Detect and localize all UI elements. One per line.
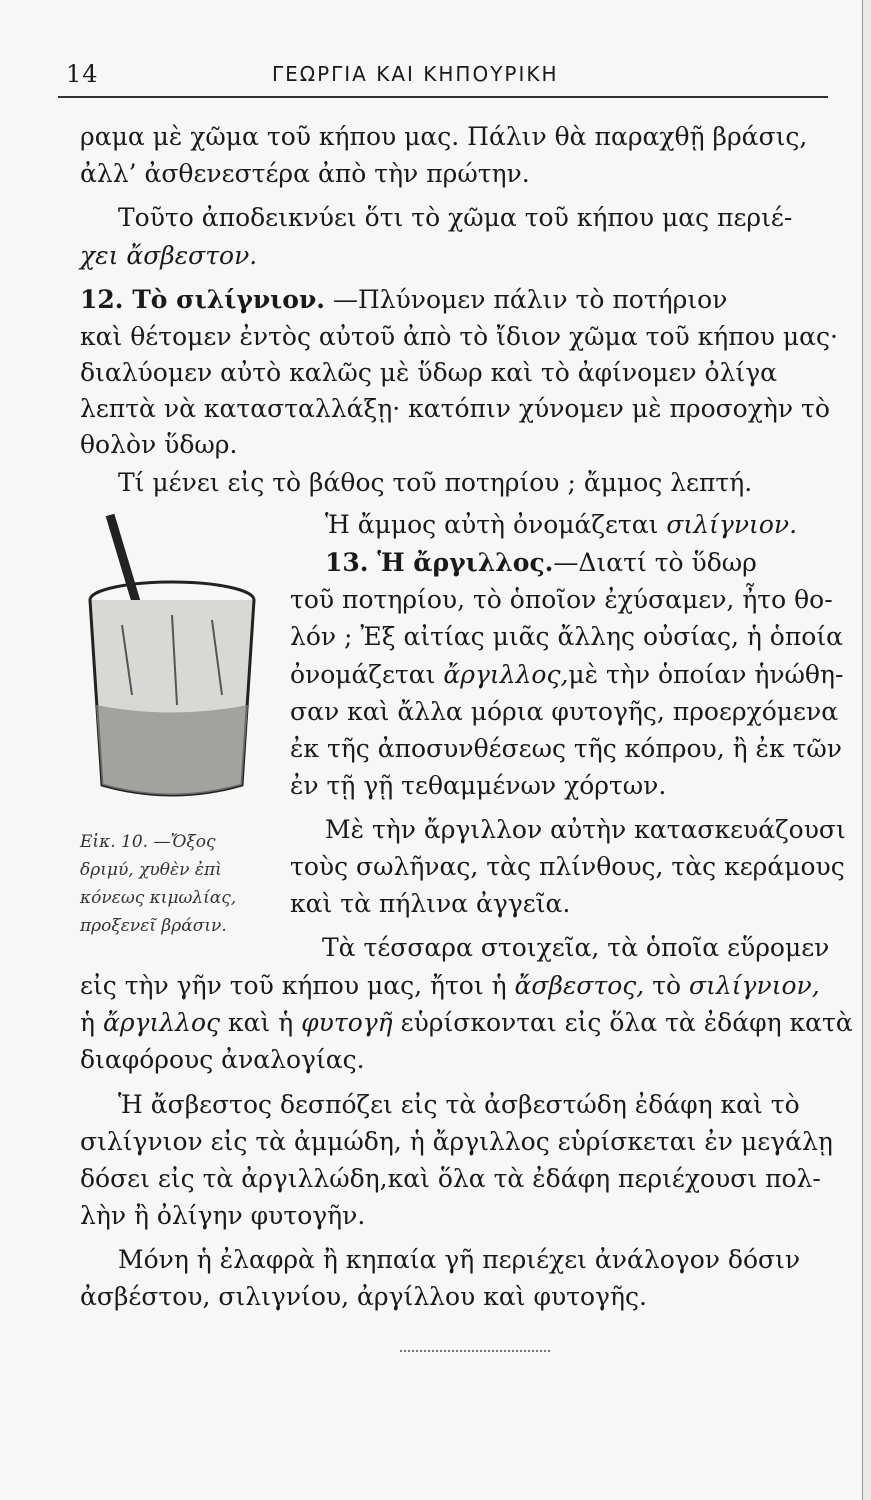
- text-fragment: ἡ: [80, 1008, 103, 1037]
- page-number: 14: [66, 60, 99, 88]
- end-dotted-rule: [400, 1350, 550, 1352]
- text-line: ραμα μὲ χῶμα τοῦ κήπου μας. Πάλιν θὰ παραχθῇ βράσις,: [80, 122, 808, 151]
- page-edge: [862, 0, 871, 1500]
- text-fragment: ἄργιλλος: [102, 1008, 221, 1037]
- text-line: λὴν ἢ ὀλίγην φυτογῆν.: [80, 1201, 366, 1230]
- text-line: ἐκ τῆς ἀποσυνθέσεως τῆς κόπρου, ἢ ἐκ τῶν: [290, 734, 842, 763]
- section-12-line: [80, 285, 840, 315]
- text-fragment: φυτογῆ: [301, 1008, 393, 1037]
- figure-caption-line: Εἰκ. 10. —Ὄξος: [80, 832, 216, 852]
- glass-drawing: [82, 505, 272, 835]
- text-fragment: —Πλύνομεν πάλιν τὸ ποτήριον: [325, 285, 728, 314]
- figure-caption-line: κόνεως κιμωλίας,: [80, 888, 237, 908]
- text-line: Ἡ ἄσβεστος δεσπόζει εἰς τὰ ἀσβεστώδη ἐδάφη καὶ τὸ: [118, 1090, 800, 1119]
- text-line: καὶ τὰ πήλινα ἀγγεῖα.: [290, 889, 571, 918]
- text-line: Τί μένει εἰς τὸ βάθος τοῦ ποτηρίου ; ἄμμος λεπτή.: [118, 468, 753, 497]
- text-line: δόσει εἰς τὰ ἀργιλλώδη,καὶ ὅλα τὰ ἐδάφη περιέχουσι πολ-: [80, 1164, 821, 1193]
- figure-caption-line: δριμύ, χυθὲν ἐπὶ: [80, 860, 222, 880]
- liquid-sediment: [96, 705, 248, 795]
- text-line: χει ἄσβεστον.: [80, 241, 258, 270]
- text-line: Τοῦτο ἀποδεικνύει ὅτι τὸ χῶμα τοῦ κήπου μας περιέ-: [118, 203, 793, 232]
- text-line: σαν καὶ ἄλλα μόρια φυτογῆς, προερχόμενα: [290, 697, 839, 726]
- text-line: λεπτὰ νὰ κατασταλλάξῃ· κατόπιν χύνομεν μὲ προσοχὴν τὸ: [80, 394, 830, 423]
- text-line: θολὸν ὕδωρ.: [80, 430, 238, 459]
- text-fragment: ἄργιλλος,: [443, 660, 569, 689]
- text-fragment: μὲ τὴν ὁποίαν ἡνώθη-: [568, 660, 844, 689]
- text-line: ἀλλ’ ἀσθενεστέρα ἀπὸ τὴν πρώτην.: [80, 159, 530, 188]
- text-line: σιλίγνιον εἰς τὰ ἀμμώδη, ἡ ἄργιλλος εὑρίσκεται ἐν μεγάλῃ: [80, 1127, 833, 1156]
- section-13-heading: 13. Ἡ ἄργιλλος.: [325, 548, 554, 577]
- running-title: ΓΕΩΡΓΙΑ ΚΑΙ ΚΗΠΟΥΡΙΚΗ: [272, 62, 559, 86]
- section-13-line: [325, 548, 757, 578]
- text-fragment: Ἡ ἄμμος αὐτὴ ὀνομάζεται: [325, 510, 667, 539]
- section-12-heading: 12. Τὸ σιλίγνιον.: [80, 285, 326, 314]
- text-line: Μόνη ἡ ἐλαφρὰ ἢ κηπαία γῆ περιέχει ἀνάλογον δόσιν: [118, 1245, 801, 1274]
- text-fragment: σιλίγνιον,: [689, 971, 820, 1000]
- text-line: Τὰ τέσσαρα στοιχεῖα, τὰ ὁποῖα εὕρομεν: [322, 933, 830, 962]
- text-line: [80, 1008, 853, 1038]
- text-fragment: εὑρίσκονται εἰς ὅλα τὰ ἐδάφη κατὰ: [392, 1008, 853, 1037]
- header-rule: [58, 96, 828, 98]
- text-fragment: ἄσβεστος,: [514, 971, 645, 1000]
- text-line: ἐν τῇ γῇ τεθαμμένων χόρτων.: [290, 771, 667, 800]
- text-line: διαλύομεν αὐτὸ καλῶς μὲ ὕδωρ καὶ τὸ ἀφίνομεν ὀλίγα: [80, 358, 778, 387]
- text-line: ἀσβέστου, σιλιγνίου, ἀργίλλου καὶ φυτογῆς.: [80, 1282, 647, 1311]
- text-line: τοῦ ποτηρίου, τὸ ὁποῖον ἐχύσαμεν, ἦτο θο-: [290, 585, 833, 614]
- text-fragment: εἰς τὴν γῆν τοῦ κήπου μας, ἤτοι ἡ: [80, 971, 515, 1000]
- text-line: καὶ θέτομεν ἐντὸς αὐτοῦ ἀπὸ τὸ ἴδιον χῶμα τοῦ κήπου μας·: [80, 322, 838, 351]
- text-fragment: καὶ ἡ: [220, 1008, 302, 1037]
- text-fragment: σιλίγνιον.: [666, 510, 798, 539]
- text-fragment: τὸ: [644, 971, 690, 1000]
- text-line: τοὺς σωλῆνας, τὰς πλίνθους, τὰς κεράμους: [290, 852, 845, 881]
- glass-illustration: [82, 505, 272, 835]
- text-line: Μὲ τὴν ἄργιλλον αὐτὴν κατασκευάζουσι: [325, 815, 846, 844]
- text-fragment: —Διατί τὸ ὕδωρ: [553, 548, 757, 577]
- text-line: διαφόρους ἀναλογίας.: [80, 1045, 365, 1074]
- text-line: [290, 660, 850, 690]
- text-line: [325, 510, 797, 540]
- text-line: λόν ; Ἐξ αἰτίας μιᾶς ἄλλης οὐσίας, ἡ ὁποία: [290, 622, 844, 651]
- figure-caption-line: προξενεῖ βράσιν.: [80, 916, 227, 936]
- text-line: [80, 971, 840, 1001]
- text-fragment: ὀνομάζεται: [290, 660, 444, 689]
